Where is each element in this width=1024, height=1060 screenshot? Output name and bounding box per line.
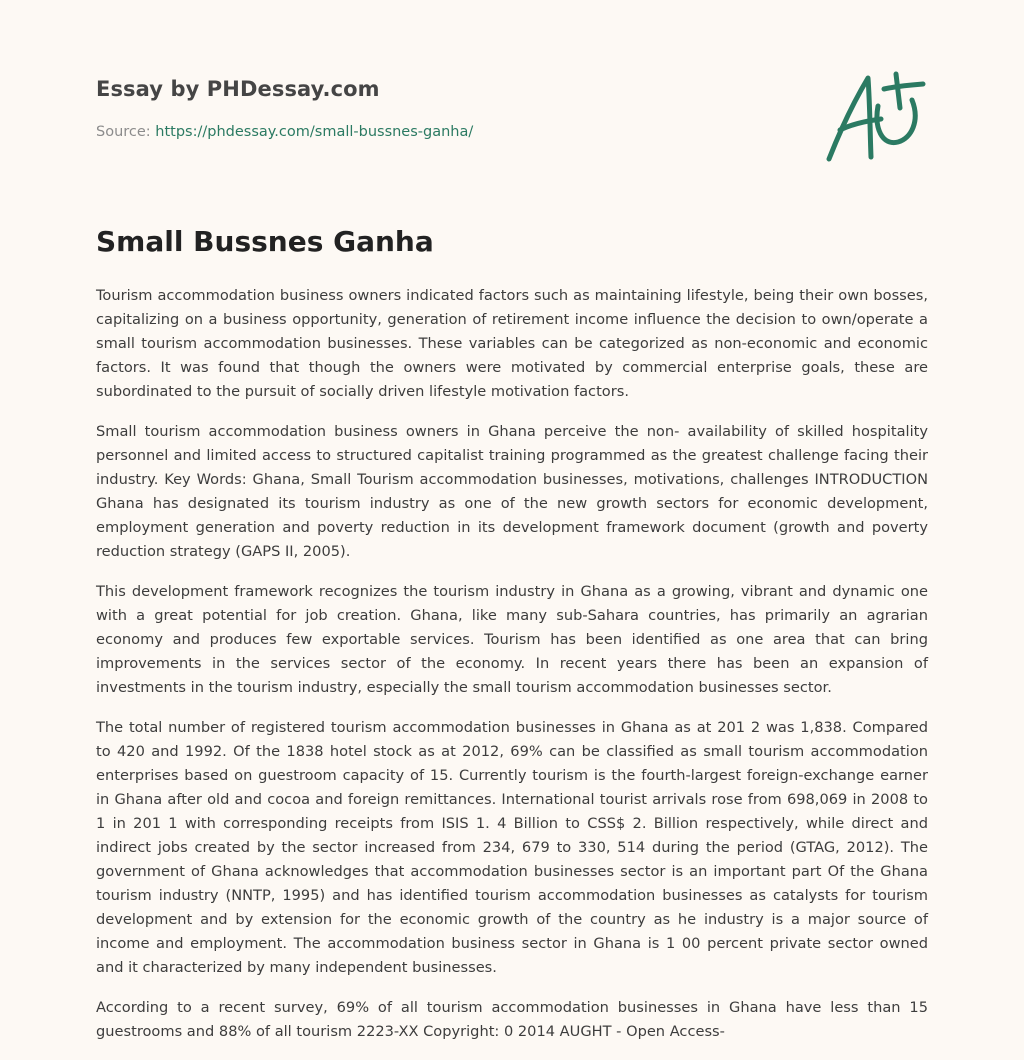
essay-paragraph: Tourism accommodation business owners indicated factors such as maintaining lifestyle, being their own bosses, capitalizing on a business opportunity, generation of retirement income influence the decision to own/operate a small tourism accommodation businesses. These variables can be categorized as non-economic and economic factors. It was found that though the owners were motivated by commercial enterprise goals, these are subordinated to the pursuit of socially driven lifestyle motivation factors. <box>96 287 928 400</box>
source-link[interactable]: https://phdessay.com/small-bussnes-ganha/ <box>155 124 474 140</box>
essay-paragraph: This development framework recognizes the tourism industry in Ghana as a growing, vibrant and dynamic one with a great potential for job creation. Ghana, like many sub-Sahara countries, has primarily an agrarian economy and produces few exportable services. Tourism has been identified as one area that can bring improvements in the services sector of the economy. In recent years there has been an expansion of investments in the tourism industry, especially the small tourism accommodation businesses sector. <box>96 583 928 696</box>
source-line <box>96 124 473 140</box>
essay-body <box>96 284 928 1060</box>
essay-paragraph: The total number of registered tourism accommodation businesses in Ghana as at 201 2 was 1,838. Compared to 420 and 1992. Of the 1838 hotel stock as at 2012, 69% can be classified as small tourism accommodation enterprises based on guestroom capacity of 15. Currently tourism is the fourth-largest foreign-exchange earner in Ghana after old and cocoa and foreign remittances. International tourist arrivals rose from 698,069 in 2008 to 1 in 201 1 with corresponding receipts from ISIS 1. 4 Billion to CSS$ 2. Billion respectively, while direct and indirect jobs created by the sector increased from 234, 679 to 330, 514 during the period (GTAG, 2012). The government of Ghana acknowledges that accommodation businesses sector is an important part Of the Ghana tourism industry (NNTP, 1995) and has identified tourism accommodation businesses as catalysts for tourism development and by extension for the economic growth of the country as he industry is a major source of income and employment. The accommodation business sector in Ghana is 1 00 percent private sector owned and it characterized by many independent businesses. <box>96 719 928 976</box>
essay-paragraph: According to a recent survey, 69% of all tourism accommodation businesses in Ghana have less than 15 guestrooms and 88% of all tourism 2223-XX Copyright: 0 2014 AUGHT - Open Access- <box>96 999 928 1040</box>
site-title: Essay by PHDessay.com <box>96 77 380 101</box>
essay-title: Small Bussnes Ganha <box>96 225 434 258</box>
a-plus-logo-icon <box>824 66 928 166</box>
source-label: Source: <box>96 124 151 140</box>
essay-paragraph: Small tourism accommodation business owners in Ghana perceive the non- availability of skilled hospitality personnel and limited access to structured capitalist training programmed as the greatest challenge facing their industry. Key Words: Ghana, Small Tourism accommodation businesses, motivations, challenges INTRODUCTION Ghana has designated its tourism industry as one of the new growth sectors for economic development, employment generation and poverty reduction in its development framework document (growth and poverty reduction strategy (GAPS II, 2005). <box>96 423 928 560</box>
